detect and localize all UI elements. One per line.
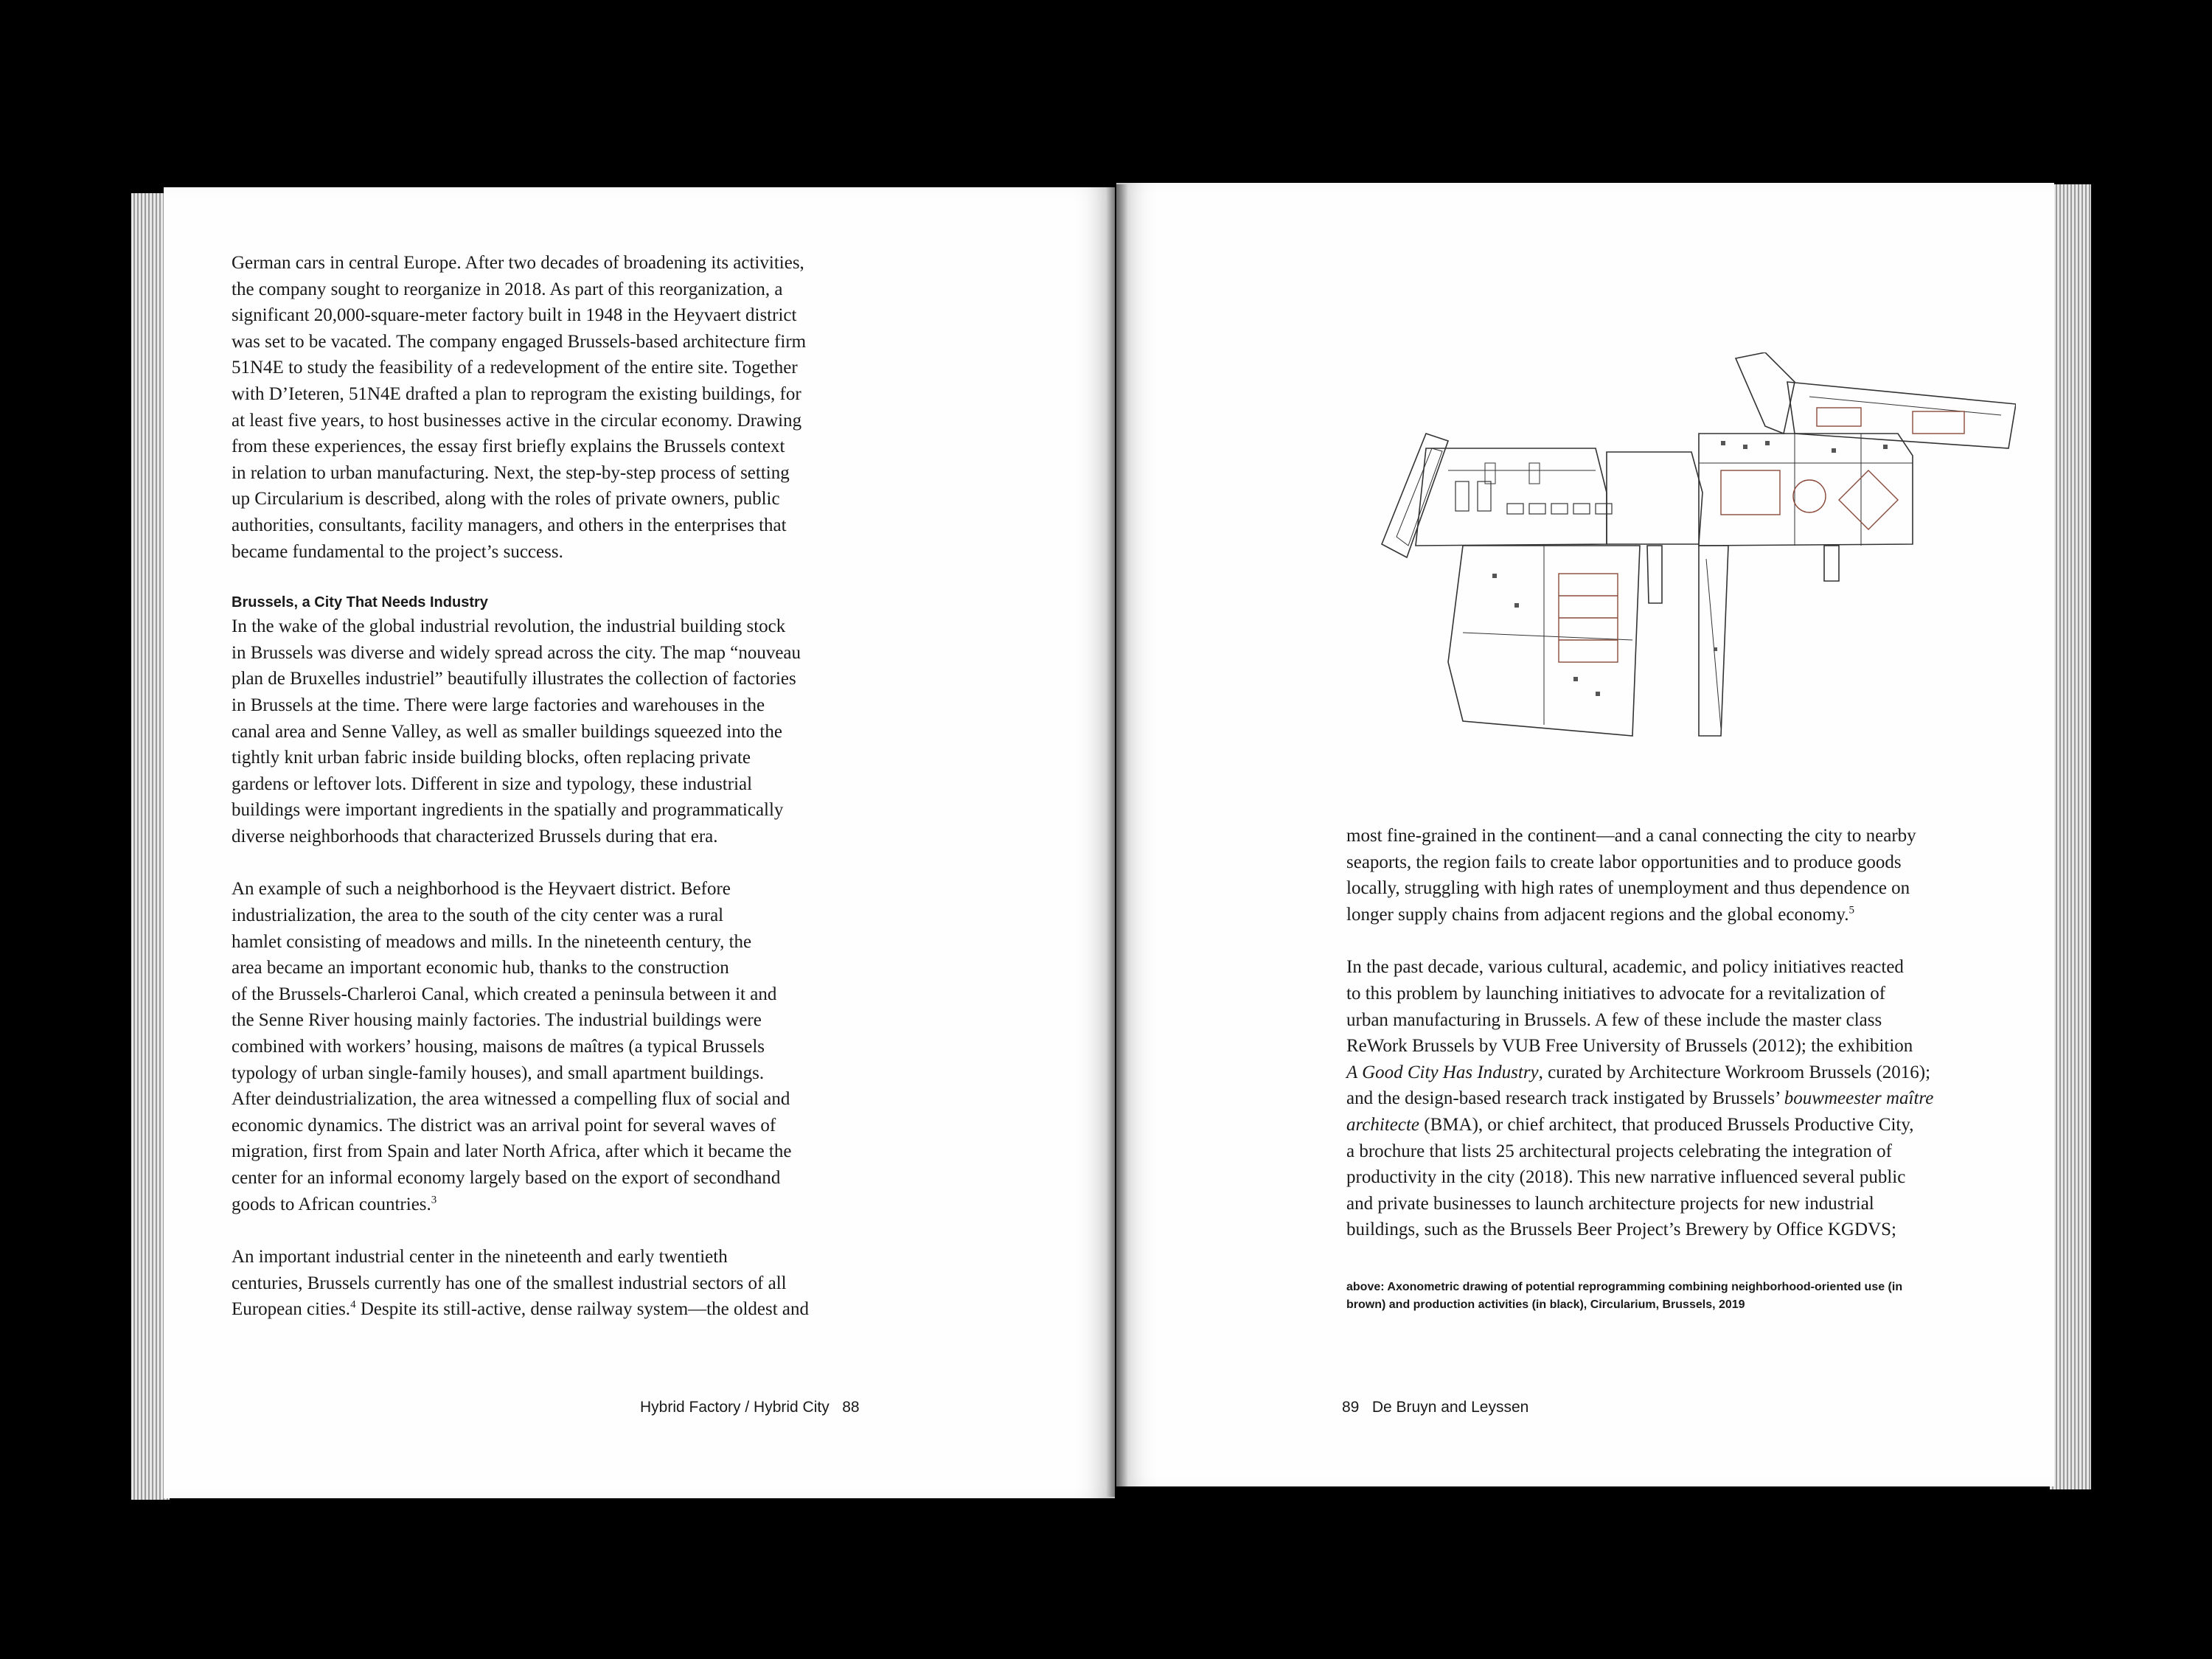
section-paragraph-3 [232,1244,1057,1323]
right-paragraph-1-text: most fine-grained in the continent—and a canal connecting the city to nearby seaports, the region fails to create labor opportunities and to produce goods locally, struggling with high rates of unemployment and thus dependence on longer supply chains from adjacent regions and the global economy. [1346,826,1916,925]
footnote-marker-4: 4 [350,1299,356,1312]
right-folio-title: De Bruyn and Leyssen [1371,1399,1529,1416]
right-paragraph-1 [1346,823,2025,928]
left-page [164,187,1115,1498]
section-paragraph-3-text: An important industrial center in the nineteenth and early twentieth centuries, Brussels currently has one of the smallest industrial sectors of all European cities. [232,1247,787,1320]
right-paragraph-2-italic-term: bouwmeester maître architecte [1346,1088,1934,1135]
left-folio-number: 88 [842,1399,860,1416]
left-folio [640,1399,860,1416]
left-folio-title: Hybrid Factory / Hybrid City [640,1399,830,1416]
footnote-marker-5: 5 [1848,904,1855,917]
left-text-column [232,250,1057,1323]
right-folio [1342,1399,1528,1416]
book-gutter [1106,184,1128,1497]
right-text-column [1346,823,2025,1243]
figure-caption: above: Axonometric drawing of potential reprogramming combining neighborhood-oriented use (in brown) and production activities (in black), Circularium, Brussels, 2019 [1346,1281,1903,1311]
intro-paragraph: German cars in central Europe. After two decades of broadening its activities, the company sought to reorganize in 2018. As part of this reorganization, a significant 20,000-square-meter factory built in 1948 in the Heyvaert district was set to be vacated. The company engaged Brussels-based architecture firm 51N4E to study the feasibility of a redevelopment of the entire site. Together with D’Ieteren, 51N4E drafted a plan to reprogram the existing buildings, for at least five years, to host businesses active in the circular economy. Drawing from these experiences, the essay first briefly explains the Brussels context in relation to urban manufacturing. Next, the step-by-step process of setting up Circularium is described, along with the roles of private owners, public authorities, consultants, facility managers, and others in the enterprises that became fundamental to the project’s success. [232,253,807,562]
right-paragraph-2-part-a: In the past decade, various cultural, academic, and policy initiatives reacted to this problem by launching initiatives to advocate for a revitalization of urban manufacturing in Brussels. A few of these include the master class ReWork Brussels by VUB Free University of Brussels (2012); the exhibition [1346,957,1913,1057]
right-paragraph-2 [1346,954,2025,1243]
section-paragraph-2 [232,876,1057,1217]
right-page [1116,183,2054,1486]
section-paragraph-3-tail: Despite its still-active, dense railway system—the oldest and [355,1299,810,1320]
axonometric-drawing [1352,352,2016,765]
footnote-marker-3: 3 [431,1194,437,1206]
section-heading: Brussels, a City That Needs Industry [232,594,488,611]
right-page-edges [2050,184,2091,1489]
right-folio-number: 89 [1342,1399,1360,1416]
right-paragraph-2-part-b: , curated by Architecture Workroom Brussels (2016); and the design-based research track instigated by Brussels’ [1346,1062,1931,1109]
section-paragraph-2-text: An example of such a neighborhood is the Heyvaert district. Before industrialization, the area to the south of the city center was a rural hamlet consisting of meadows and mills. In the nineteenth century, the area became an important economic hub, thanks to the construction of the Brussels-Charleroi Canal, which created a peninsula between it and the Senne River housing mainly factories. The industrial buildings were combined with workers’ housing, maisons de maîtres (a typical Brussels typology of urban single-family houses), and small apartment buildings. After deindustrialization, the area witnessed a compelling flux of social and economic dynamics. The district was an arrival point for several waves of migration, first from Spain and later North Africa, after which it became the center for an informal economy largely based on the export of secondhand goods to African countries. [232,879,792,1214]
right-paragraph-2-part-c: (BMA), or chief architect, that produced Brussels Productive City, a brochure that lists 25 architectural projects celebrating the integration of productivity in the city (2018). This new narrative influenced several public and private businesses to launch architecture projects for new industrial buildings, such as the Brussels Beer Project’s Brewery by Office KGDVS; [1346,1114,1914,1240]
section-paragraph-1: In the wake of the global industrial revolution, the industrial building stock in Brussels was diverse and widely spread across the city. The map “nouveau plan de Bruxelles industriel” beautifully illustrates the collection of factories in Brussels at the time. There were large factories and warehouses in the canal area and Senne Valley, as well as smaller buildings squeezed into the tightly knit urban fabric inside building blocks, often replacing private gardens or leftover lots. Different in size and typology, these industrial buildings were important ingredients in the spatially and programmatically diverse neighborhoods that characterized Brussels during that era. [232,616,801,846]
right-paragraph-2-italic-title: A Good City Has Industry [1346,1062,1539,1082]
